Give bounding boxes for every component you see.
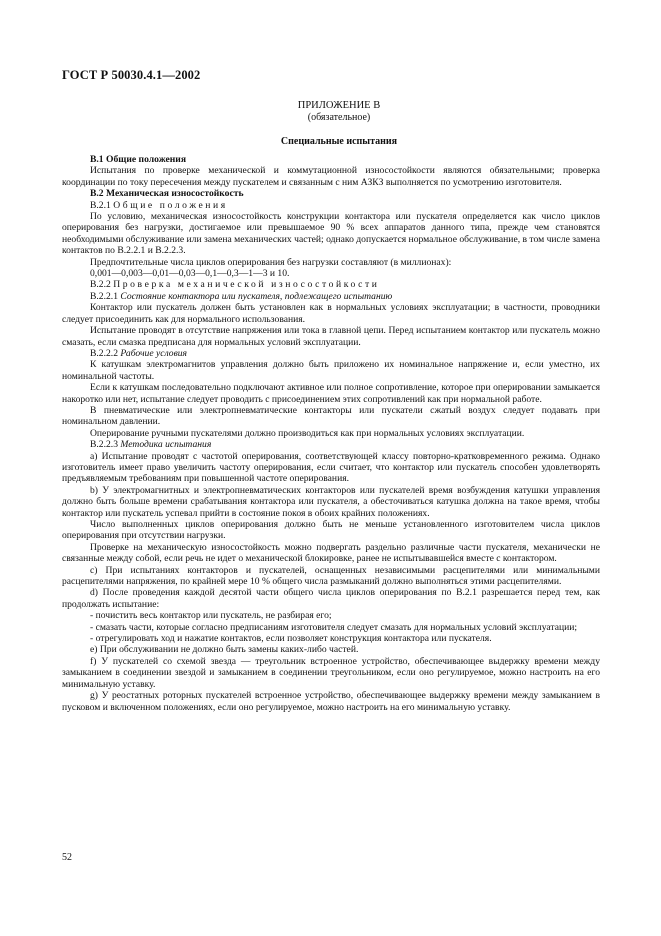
paragraph: Контактор или пускатель должен быть установлен как в нормальных условиях эксплуатации; в частности, проводники следует присоединить как для нормального использования. <box>62 302 600 325</box>
heading-b1 <box>62 154 600 165</box>
dash-item: - смазать части, которые согласно предписаниям изготовителя следует смазать для нормальных условий эксплуатации; <box>90 621 578 633</box>
paragraph: Если к катушкам последовательно подключают активное или полное сопротивление, которое при оперировании замыкается накоротко или нет, испытание следует проводить с присоединением этих сопротивлений как при нормальной работе. <box>62 382 600 405</box>
heading-b2-2-3 <box>62 439 600 450</box>
document-page <box>62 68 600 713</box>
heading-number: В.2.2.3 <box>90 439 118 451</box>
paragraph: В пневматические или электропневматические контакторы или пускатели сжатый воздух следует подавать при номинальном давлении. <box>62 404 600 428</box>
section-title: Специальные испытания <box>280 136 398 147</box>
heading-number: В.2.1 <box>90 199 111 211</box>
heading-b2-2 <box>62 279 600 290</box>
paragraph: Проверке на механическую износостойкость можно подвергать раздельно различные части пускателя, механически не связанные между собой, если речь не идет о механической блокировке, ранее не испытывавшейся вместе с контактором. <box>62 541 600 565</box>
list-item-a: а) Испытание проводят с частотой оперирования, соответствующей классу повторно-кратковременного режима. Однако изготовитель имеет право увеличить частоту оперирования, если считает, что контактор или пускатель способен удовлетворять предъявляемым требованиям при повышенной частоте оперирования. <box>62 450 600 485</box>
heading-text: Методика испытания <box>120 439 212 451</box>
heading-text: Состояние контактора или пускателя, подлежащего испытанию <box>120 290 393 302</box>
page-number: 52 <box>62 852 72 863</box>
heading-number: В.2.2 <box>90 279 111 291</box>
paragraph: Испытание проводят в отсутствие напряжения или тока в главной цепи. Перед испытанием контактор или пускатель можно смазать, если смазка предписана для нормальных условий эксплуатации. <box>62 325 600 348</box>
paragraph: Оперирование ручными пускателями должно производиться как при нормальных условиях эксплуатации. <box>90 427 525 439</box>
number-series: 0,001—0,003—0,01—0,03—0,1—0,3—1—3 и 10. <box>90 268 290 280</box>
heading-number: В.2 <box>90 188 104 200</box>
appendix-subtitle: (обязательное) <box>307 112 371 123</box>
appendix-title: ПРИЛОЖЕНИЕ В <box>297 100 381 111</box>
list-item-f: f) У пускателей со схемой звезда — треугольник встроенное устройство, обеспечивающее выдержку времени между замыканием в соединении звездой и замыканием в соединении треугольником, если оно регулируемое, можно настроить на его минимальную уставку. <box>62 655 600 690</box>
dash-item: - отрегулировать ход и нажатие контактов, если позволяет конструкция контактора или пускателя. <box>90 633 492 645</box>
list-item-d: d) После проведения каждой десятой части общего числа циклов оперирования по В.2.1 разрешается перед тем, как продолжать испытание: <box>62 587 600 610</box>
heading-b2 <box>62 188 600 199</box>
heading-text: Механическая износостойкость <box>106 188 244 200</box>
paragraph: К катушкам электромагнитов управления должно быть приложено их номинальное напряжение и, если уместно, их номинальной частоты. <box>62 359 600 382</box>
heading-number: В.2.2.1 <box>90 290 118 302</box>
heading-b2-2-1 <box>62 291 600 302</box>
list-item-e: e) При обслуживании не должно быть замены каких-либо частей. <box>90 644 359 656</box>
heading-b2-2-2 <box>62 348 600 359</box>
heading-text: Общие положения <box>113 199 228 211</box>
paragraph: По условию, механическая износостойкость конструкции контактора или пускателя определяется как число циклов оперирования без нагрузки, достигаемое или превышаемое 90 % всех аппаратов данного типа, прежде чем становятся необходимыми обслуживание или замена механических частей; однако допускается нормальное обслуживание, в том числе замена контактов по В.2.2.1 и В.2.2.3. <box>62 211 601 257</box>
heading-number: В.2.2.2 <box>90 347 118 359</box>
paragraph: Предпочтительные числа циклов оперирования без нагрузки составляют (в миллионах): <box>90 256 452 268</box>
paragraph: Число выполненных циклов оперирования должно быть не меньше установленного изготовителем числа циклов оперирования при отсутствии нагрузки. <box>62 519 600 542</box>
heading-text: Общие положения <box>106 154 187 165</box>
dash-item: - почистить весь контактор или пускатель, не разбирая его; <box>90 610 332 622</box>
list-item-g: g) У реостатных роторных пускателей встроенное устройство, обеспечивающее выдержку времени между замыканием в пусковом и включенном положениях, если оно регулируемое, можно настроить на его минимальную уставку. <box>62 690 600 713</box>
heading-text: Рабочие условия <box>120 347 188 359</box>
list-item-c: c) При испытаниях контакторов и пускателей, оснащенных независимыми расцепителями или минимальными расцепителями напряжения, по крайней мере 10 % общего числа размыканий должно выполняться этими расцепителями. <box>62 564 600 588</box>
standard-id: ГОСТ Р 50030.4.1—2002 <box>62 68 201 82</box>
heading-b2-1 <box>62 200 600 211</box>
list-item-b: b) У электромагнитных и электропневматических контакторов или пускателей время возбуждения катушки управления должно быть больше времени срабатывания контактора или пускателя, а обесточиваться катушка должна на такое время, чтобы контактор или пускатель успевал прийти в состояние покоя в обоих крайних положениях. <box>62 484 600 519</box>
heading-text: Проверка механической износостойкости <box>113 279 380 291</box>
heading-number: В.1 <box>90 154 104 165</box>
paragraph: Испытания по проверке механической и коммутационной износостойкости являются обязательными; проверка координации по току пересечения между пускателем и связанным с ним АЗКЗ выполняется по усмотрению изготовителя. <box>62 165 600 188</box>
